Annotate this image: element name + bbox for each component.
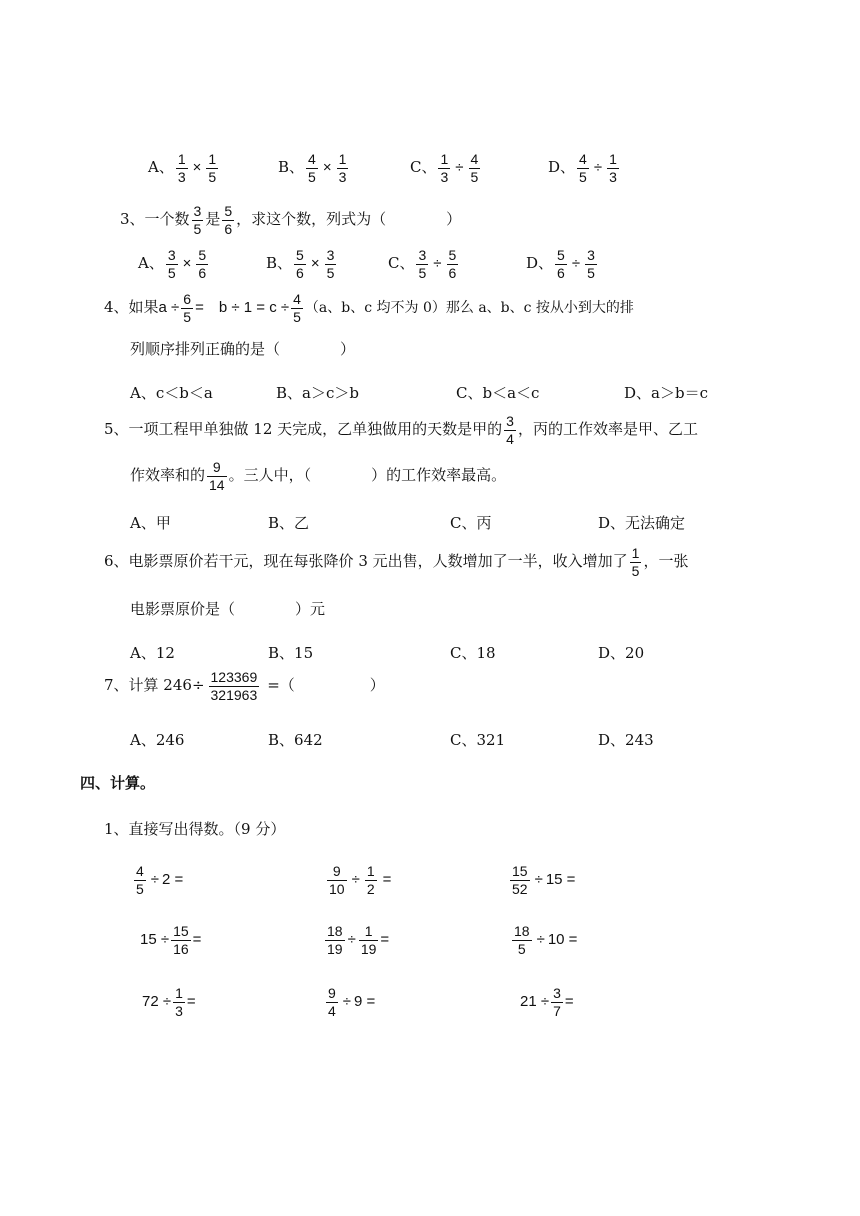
calc-expr-5 bbox=[323, 924, 389, 956]
denominator: 3 bbox=[609, 168, 617, 185]
expr-tail: 2 = bbox=[162, 871, 184, 889]
calc-expr-7 bbox=[142, 986, 196, 1018]
fraction bbox=[166, 248, 178, 280]
q4-option-a: A、c＜b＜a bbox=[130, 384, 213, 402]
fraction bbox=[337, 152, 349, 184]
fraction bbox=[326, 986, 338, 1018]
question-text: （a、b、c 均不为 0）那么 a、b、c 按从小到大的排 bbox=[304, 300, 634, 317]
question-5 bbox=[104, 414, 698, 446]
calc-expr-9 bbox=[520, 986, 574, 1018]
numerator: 5 bbox=[224, 203, 233, 219]
numerator: 6 bbox=[183, 291, 192, 307]
numerator: 5 bbox=[198, 247, 207, 263]
operator: ÷ bbox=[433, 255, 442, 273]
q7-option-c: C、321 bbox=[450, 731, 506, 749]
question-text: ，丙的工作效率是甲、乙工 bbox=[517, 420, 698, 439]
q5-option-b: B、乙 bbox=[268, 514, 310, 532]
denominator: 5 bbox=[193, 220, 202, 237]
numerator: 5 bbox=[448, 247, 457, 263]
numerator: 5 bbox=[557, 247, 565, 263]
q4-option-d: D、a＞b＝c bbox=[624, 384, 708, 402]
denominator: 5 bbox=[167, 264, 176, 281]
fraction bbox=[181, 292, 193, 324]
expr-tail: = bbox=[380, 931, 390, 949]
denominator: 5 bbox=[470, 168, 479, 185]
q5-option-d: D、无法确定 bbox=[598, 514, 686, 532]
denominator: 10 bbox=[329, 880, 345, 897]
operator: × bbox=[182, 255, 192, 273]
numerator: 1 bbox=[208, 151, 217, 167]
expr-tail: 10 = bbox=[547, 931, 578, 949]
denominator: 19 bbox=[360, 940, 377, 957]
fraction bbox=[325, 924, 345, 956]
question-text: 3、一个数 bbox=[120, 210, 190, 229]
fraction bbox=[359, 924, 379, 956]
fraction bbox=[416, 248, 428, 280]
question-4-line2: 列顺序排列正确的是（ ） bbox=[130, 340, 356, 358]
operator: ÷ bbox=[571, 255, 581, 273]
fraction bbox=[551, 986, 563, 1018]
fraction bbox=[294, 248, 306, 280]
fraction bbox=[510, 864, 530, 896]
calc-expr-2 bbox=[325, 864, 391, 896]
fraction bbox=[176, 152, 188, 184]
denominator: 5 bbox=[208, 168, 217, 185]
denominator: 6 bbox=[198, 264, 207, 281]
denominator: 5 bbox=[587, 264, 595, 281]
question-text: 作效率和的 bbox=[130, 466, 206, 485]
denominator: 52 bbox=[512, 880, 528, 897]
expr-head: 72 ÷ bbox=[142, 993, 172, 1011]
denominator: 3 bbox=[177, 168, 186, 185]
question-4 bbox=[104, 292, 634, 324]
numerator: 5 bbox=[296, 247, 304, 263]
option-label: A、 bbox=[138, 254, 164, 273]
operator: ÷ bbox=[534, 871, 543, 889]
q7-option-d: D、243 bbox=[598, 731, 654, 749]
fraction bbox=[222, 204, 234, 236]
denominator: 5 bbox=[293, 308, 301, 325]
denominator: 5 bbox=[183, 308, 192, 325]
fraction bbox=[512, 924, 532, 956]
q7-option-b: B、642 bbox=[268, 731, 323, 749]
q6-option-b: B、15 bbox=[268, 644, 314, 662]
question-text: 7、计算 246÷ bbox=[104, 676, 205, 695]
numerator: 9 bbox=[332, 863, 341, 879]
fraction bbox=[438, 152, 450, 184]
question-text: ，一张 bbox=[643, 552, 689, 571]
expr-head: 15 ÷ bbox=[140, 931, 170, 949]
fraction bbox=[607, 152, 619, 184]
question-text: 5、一项工程甲单独做 12 天完成，乙单独做用的天数是甲的 bbox=[104, 420, 503, 439]
numerator: 3 bbox=[553, 985, 561, 1001]
numerator: 3 bbox=[167, 247, 176, 263]
q2-option-d bbox=[548, 152, 621, 184]
fraction bbox=[196, 248, 208, 280]
numerator: 1 bbox=[175, 985, 183, 1001]
q3-options bbox=[0, 248, 860, 284]
q3-option-a bbox=[138, 248, 210, 280]
question-text: 是 bbox=[205, 210, 221, 229]
fraction bbox=[192, 204, 204, 236]
denominator: 7 bbox=[553, 1002, 561, 1019]
q3-option-c bbox=[388, 248, 460, 280]
question-text: 4、如果 bbox=[104, 298, 159, 317]
denominator: 2 bbox=[366, 880, 375, 897]
numerator: 1 bbox=[609, 151, 617, 167]
option-label: D、 bbox=[548, 158, 576, 177]
numerator: 3 bbox=[326, 247, 335, 263]
denominator: 6 bbox=[448, 264, 457, 281]
denominator: 6 bbox=[296, 264, 304, 281]
denominator: 14 bbox=[209, 476, 225, 493]
numerator: 1 bbox=[364, 923, 373, 939]
fraction bbox=[504, 414, 516, 446]
expr-tail: = bbox=[186, 993, 196, 1011]
option-label: C、 bbox=[410, 158, 437, 177]
question-6 bbox=[104, 546, 688, 578]
numerator: 4 bbox=[293, 291, 301, 307]
option-label: A、 bbox=[148, 158, 174, 177]
q6-option-d: D、20 bbox=[598, 644, 645, 662]
question-3 bbox=[120, 204, 461, 236]
option-label: B、 bbox=[278, 158, 305, 177]
expr-head: 21 ÷ bbox=[520, 993, 550, 1011]
operator: ÷ bbox=[347, 931, 356, 949]
operator: ÷ bbox=[342, 993, 352, 1011]
question-5-line2 bbox=[130, 460, 506, 492]
question-text: 。三人中，（ ）的工作效率最高。 bbox=[228, 466, 507, 485]
q5-option-c: C、丙 bbox=[450, 514, 492, 532]
numerator: 1 bbox=[631, 545, 640, 561]
fraction bbox=[585, 248, 597, 280]
denominator: 3 bbox=[440, 168, 449, 185]
denominator: 5 bbox=[418, 264, 427, 281]
calc-expr-6 bbox=[510, 924, 577, 956]
numerator: 1 bbox=[366, 863, 375, 879]
denominator: 3 bbox=[175, 1002, 183, 1019]
fraction bbox=[209, 670, 260, 702]
option-label: B、 bbox=[266, 254, 293, 273]
q2-option-a bbox=[148, 152, 220, 184]
denominator: 5 bbox=[579, 168, 587, 185]
question-text: ，求这个数，列式为（ ） bbox=[236, 210, 462, 229]
q4-option-b: B、a＞c＞b bbox=[276, 384, 359, 402]
expr-tail: 9 = bbox=[354, 993, 376, 1011]
denominator: 4 bbox=[328, 1002, 336, 1019]
calc-expr-8 bbox=[324, 986, 375, 1018]
fraction bbox=[306, 152, 318, 184]
numerator: 4 bbox=[470, 151, 479, 167]
denominator: 16 bbox=[173, 940, 189, 957]
operator: × bbox=[192, 159, 202, 177]
operator: ÷ bbox=[351, 871, 360, 889]
denominator: 5 bbox=[136, 880, 144, 897]
numerator: 1 bbox=[177, 151, 186, 167]
operator: ÷ bbox=[150, 871, 160, 889]
denominator: 5 bbox=[631, 562, 640, 579]
numerator: 4 bbox=[579, 151, 587, 167]
operator: ÷ bbox=[536, 931, 545, 949]
operator: × bbox=[322, 159, 332, 177]
fraction bbox=[173, 986, 185, 1018]
denominator: 5 bbox=[326, 264, 335, 281]
question-7 bbox=[104, 670, 385, 702]
numerator: 3 bbox=[193, 203, 202, 219]
denominator: 6 bbox=[557, 264, 565, 281]
calc-expr-1 bbox=[132, 864, 183, 896]
equation: = b ÷ 1 = c ÷ bbox=[195, 299, 290, 317]
numerator: 4 bbox=[308, 151, 316, 167]
section-title: 四、计算。 bbox=[80, 774, 156, 792]
operator: ÷ bbox=[455, 159, 464, 177]
numerator: 3 bbox=[418, 247, 427, 263]
q6-option-a: A、12 bbox=[130, 644, 175, 662]
fraction bbox=[327, 864, 347, 896]
fraction bbox=[171, 924, 191, 956]
numerator: 18 bbox=[327, 923, 343, 939]
fraction bbox=[469, 152, 481, 184]
option-label: D、 bbox=[526, 254, 554, 273]
numerator: 3 bbox=[587, 247, 595, 263]
q4-option-c: C、b＜a＜c bbox=[456, 384, 540, 402]
q3-option-d bbox=[526, 248, 599, 280]
fraction bbox=[291, 292, 303, 324]
expr-tail: = bbox=[192, 931, 202, 949]
denominator: 6 bbox=[224, 220, 233, 237]
q3-option-b bbox=[266, 248, 338, 280]
fraction bbox=[365, 864, 377, 896]
q7-option-a: A、246 bbox=[130, 731, 185, 749]
fraction bbox=[447, 248, 459, 280]
numerator: 15 bbox=[173, 923, 189, 939]
option-label: C、 bbox=[388, 254, 415, 273]
operator: × bbox=[310, 255, 320, 273]
question-text: =（ ） bbox=[267, 676, 385, 695]
calc-expr-3 bbox=[508, 864, 575, 896]
fraction bbox=[555, 248, 567, 280]
fraction bbox=[630, 546, 642, 578]
equation: a ÷ bbox=[158, 299, 180, 317]
numerator: 18 bbox=[514, 923, 530, 939]
operator: ÷ bbox=[593, 159, 603, 177]
numerator: 123369 bbox=[210, 669, 258, 685]
fraction bbox=[207, 460, 227, 492]
fraction bbox=[206, 152, 218, 184]
numerator: 1 bbox=[338, 151, 347, 167]
denominator: 3 bbox=[338, 168, 347, 185]
q6-option-c: C、18 bbox=[450, 644, 496, 662]
q5-option-a: A、甲 bbox=[130, 514, 171, 532]
question-text: 6、电影票原价若干元，现在每张降价 3 元出售，人数增加了一半，收入增加了 bbox=[104, 552, 628, 571]
expr-tail: = bbox=[382, 871, 392, 889]
q2-options bbox=[0, 152, 860, 188]
expr-tail: = bbox=[564, 993, 574, 1011]
q2-option-b bbox=[278, 152, 350, 184]
section-subtitle: 1、直接写出得数。（9 分） bbox=[104, 820, 286, 838]
question-6-line2: 电影票原价是（ ）元 bbox=[130, 600, 326, 618]
denominator: 19 bbox=[327, 940, 343, 957]
denominator: 5 bbox=[517, 940, 526, 957]
fraction bbox=[577, 152, 589, 184]
numerator: 4 bbox=[136, 863, 144, 879]
numerator: 9 bbox=[212, 459, 221, 475]
denominator: 4 bbox=[506, 430, 514, 447]
numerator: 1 bbox=[440, 151, 449, 167]
denominator: 5 bbox=[308, 168, 316, 185]
numerator: 9 bbox=[328, 985, 336, 1001]
calc-expr-4 bbox=[140, 924, 201, 956]
fraction bbox=[134, 864, 146, 896]
numerator: 3 bbox=[506, 413, 514, 429]
fraction bbox=[325, 248, 337, 280]
expr-tail: 15 = bbox=[545, 871, 576, 889]
q2-option-c bbox=[410, 152, 482, 184]
denominator: 321963 bbox=[210, 686, 258, 703]
numerator: 15 bbox=[512, 863, 528, 879]
